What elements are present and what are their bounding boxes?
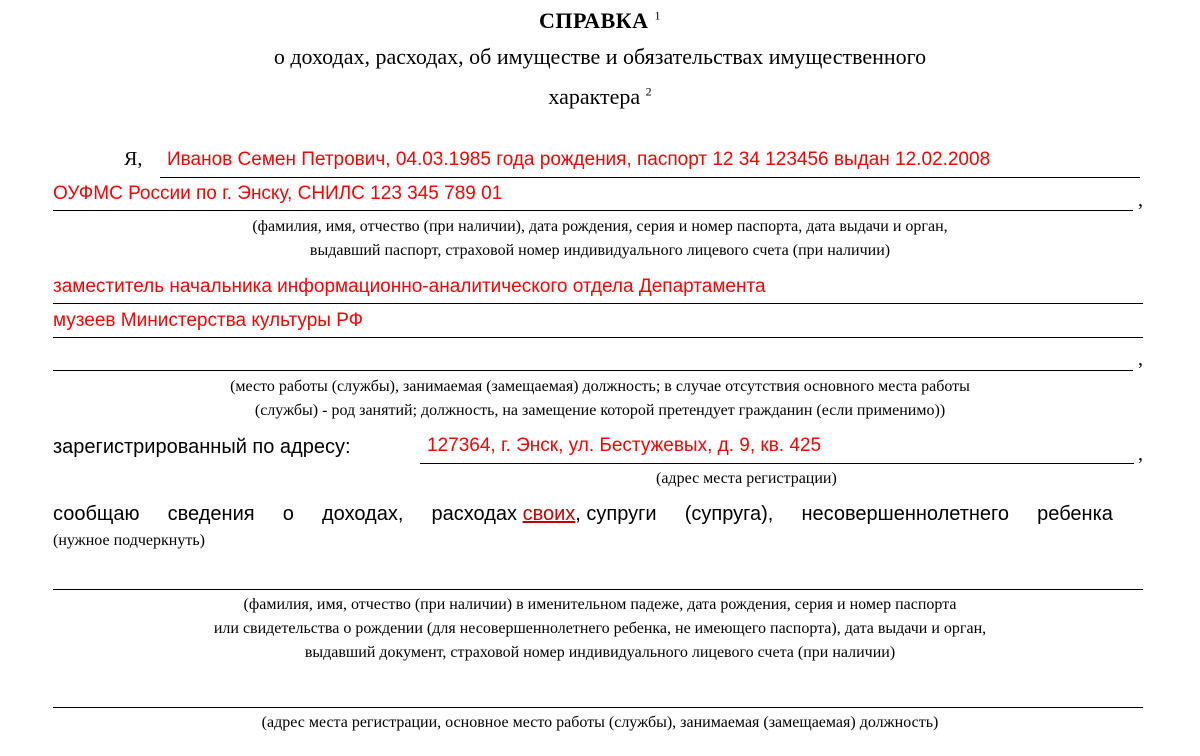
person-line2-rule: [53, 210, 1133, 211]
report-note: (нужное подчеркнуть): [53, 532, 205, 549]
subtitle-footnote-marker: 2: [645, 84, 652, 99]
address-label: зарегистрированный по адресу:: [53, 436, 351, 458]
job-line1-value[interactable]: заместитель начальника информационно-аналитического отдела Департамента: [53, 276, 766, 297]
relative-address-rule: [53, 707, 1143, 708]
title-footnote-marker: 1: [654, 8, 662, 23]
person-line2-value[interactable]: ОУФМС России по г. Энску, СНИЛС 123 345 789 01: [53, 183, 503, 204]
report-word: сообщаю: [53, 503, 140, 525]
report-word: несовершеннолетнего: [801, 503, 1010, 525]
report-word: расходах своих, супруги: [431, 503, 657, 525]
report-word: ребенка: [1037, 503, 1113, 525]
job-line2-value[interactable]: музеев Министерства культуры РФ: [53, 310, 364, 331]
relative-caption-line1: (фамилия, имя, отчество (при наличии) в именительном падеже, дата рождения, серия и номер паспорта: [243, 596, 957, 613]
job-line2-rule: [53, 337, 1143, 338]
report-word: (супруга),: [684, 503, 774, 525]
document-subtitle-line1: о доходах, расходах, об имуществе и обязательствах имущественного: [273, 44, 927, 69]
person-caption-line1: (фамилия, имя, отчество (при наличии), дата рождения, серия и номер паспорта, дата выдачи и орган,: [252, 218, 948, 235]
job-caption-line1: (место работы (службы), занимаемая (замещаемая) должность; в случае отсутствия основного места работы: [230, 378, 970, 395]
relative-caption-line3: выдавший документ, страховой номер индивидуального лицевого счета (при наличии): [304, 644, 896, 661]
relative-caption-line2: или свидетельства о рождении (для несовершеннолетнего ребенка, не имеющего паспорта), дата выдачи и орган,: [213, 620, 987, 637]
address-value[interactable]: 127364, г. Энск, ул. Бестужевых, д. 9, кв. 425: [427, 435, 822, 456]
address-caption: (адрес места регистрации): [656, 470, 837, 487]
person-comma: ,: [1138, 189, 1143, 211]
job-comma: ,: [1138, 348, 1143, 370]
report-word: доходах,: [322, 503, 404, 525]
document-subtitle-line2: характера $^2$: [548, 84, 652, 109]
relative-rule: [53, 589, 1143, 590]
report-word: о: [282, 503, 294, 525]
report-sentence: [53, 503, 1113, 526]
person-line1-rule: [160, 177, 1140, 178]
report-word: сведения: [167, 503, 255, 525]
document-title: СПРАВКА $^1$: [538, 8, 662, 33]
job-caption-line2: (службы) - род занятий; должность, на замещение которой претендует гражданин (если применимо)): [254, 402, 946, 419]
job-line3-rule: [53, 370, 1133, 371]
address-rule: [420, 463, 1134, 464]
relative-address-caption: (адрес места регистрации, основное место работы (службы), занимаемая (замещаемая) должность): [261, 714, 939, 731]
person-prefix: Я,: [124, 148, 143, 170]
address-comma: ,: [1138, 443, 1143, 465]
job-line1-rule: [53, 303, 1143, 304]
person-line1-value[interactable]: Иванов Семен Петрович, 04.03.1985 года рождения, паспорт 12 34 123456 выдан 12.02.2008: [167, 149, 991, 170]
selected-option-own[interactable]: своих: [522, 503, 576, 525]
person-caption-line2: выдавший паспорт, страховой номер индивидуального лицевого счета (при наличии): [309, 242, 891, 259]
